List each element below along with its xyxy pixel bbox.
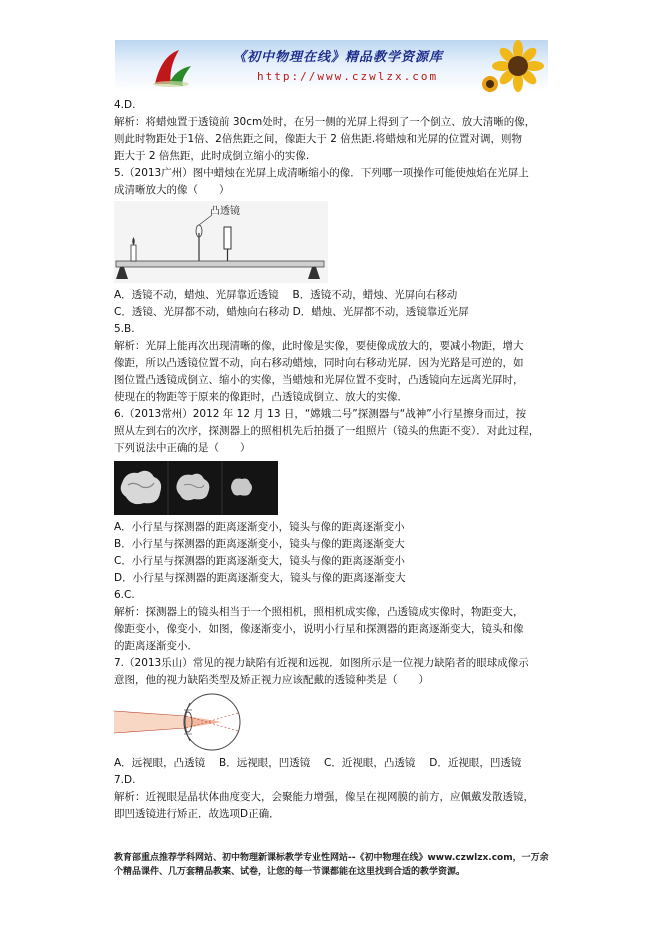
- question-6-option-b: B．小行星与探测器的距离逐渐变小，镜头与像的距离逐渐变大: [114, 538, 405, 550]
- banner-title: 《初中物理在线》精品教学资源库: [233, 50, 444, 65]
- asteroid-photos-drawing: [114, 461, 278, 515]
- document-body: [114, 97, 570, 823]
- explanation-6-line-1: 解析：探测器上的镜头相当于一个照相机，照相机成实像，凸透镜成实像时，物距变大，: [114, 606, 524, 618]
- question-6-option-d: D．小行星与探测器的距离逐渐变大，镜头与像的距离逐渐变大: [114, 572, 406, 584]
- footer-line-1: 教育部重点推荐学科网站、初中物理新课标教学专业性网站--《初中物理在线》www.czwlzx.com，一万余: [114, 853, 549, 863]
- explanation-4-line-1: 解析：将蜡烛置于透镜前 30cm处时，在另一侧的光屏上得到了一个倒立、放大清晰的像，: [114, 116, 536, 128]
- question-6-line-2: 照从左到右的次序，探测器上的照相机先后拍摄了一组照片（镜头的焦距不变）．对此过程，: [114, 425, 540, 437]
- explanation-6-line-3: 的距离逐渐变小．: [114, 640, 198, 652]
- question-5-line-1: 5.（2013广州）图中蜡烛在光屏上成清晰缩小的像．下列哪一项操作可能使烛焰在光屏上: [114, 167, 529, 179]
- asteroid-photos-figure: [114, 461, 278, 515]
- question-7-options: A．远视眼，凸透镜 B．远视眼，凹透镜 C．近视眼，凸透镜 D．近视眼，凹透镜: [114, 757, 522, 769]
- explanation-4-line-2: 则此时物距处于1倍、2倍焦距之间，像距大于 2 倍焦距.将蜡烛和光屏的位置对调，则物: [114, 133, 523, 145]
- answer-5: 5.B.: [114, 323, 135, 335]
- answer-6: 6.C.: [114, 589, 135, 601]
- banner-url[interactable]: http://www.czwlzx.com: [257, 70, 439, 83]
- explanation-7-line-1: 解析：近视眼是晶状体曲度变大，会聚能力增强，像呈在视网膜的前方，应佩戴发散透镜，: [114, 791, 534, 803]
- explanation-5-line-2: 像距，所以凸透镜位置不动，向右移动蜡烛，同时向右移动光屏．因为光路是可逆的，如: [114, 357, 524, 369]
- answer-7: 7.D.: [114, 774, 136, 786]
- footer-line-2: 个精品课件、几万套精品教案、试卷，让您的每一节课都能在这里找到合适的教学资源。: [114, 867, 466, 877]
- explanation-6-line-2: 像距变小，像变小．如图，像逐渐变小，说明小行星和探测器的距离逐渐变大，镜头和像: [114, 623, 524, 635]
- explanation-5-line-4: 使现在的物距等于原来的像距时，凸透镜成倒立、放大的实像．: [114, 391, 408, 403]
- question-7-line-2: 意图，他的视力缺陷类型及矫正视力应该配戴的透镜种类是（ ）: [114, 674, 429, 686]
- explanation-5-line-1: 解析：光屏上能再次出现清晰的像，此时像是实像，要使像成放大的，要减小物距，增大: [114, 340, 524, 352]
- header-banner: [115, 40, 548, 92]
- answer-4: 4.D.: [114, 99, 136, 111]
- question-6-option-c: C．小行星与探测器的距离逐渐变大，镜头与像的距离逐渐变小: [114, 555, 405, 567]
- explanation-7-line-2: 即凹透镜进行矫正．故选项D正确．: [114, 808, 280, 820]
- page-footer: [114, 851, 576, 879]
- explanation-5-line-3: 图位置凸透镜成倒立、缩小的实像，当蜡烛和光屏位置不变时，凸透镜向左远离光屏时，: [114, 374, 524, 386]
- optical-bench-drawing: [114, 201, 328, 283]
- optical-bench-figure: [114, 201, 328, 283]
- question-5-options-1: A．透镜不动，蜡烛、光屏靠近透镜 B．透镜不动，蜡烛、光屏向右移动: [114, 289, 458, 301]
- eye-diagram-drawing: [114, 693, 250, 751]
- lens-label: 凸透镜: [210, 206, 240, 217]
- question-7-line-1: 7.（2013乐山）常见的视力缺陷有近视和远视．如图所示是一位视力缺陷者的眼球成像示: [114, 657, 529, 669]
- explanation-4-line-3: 距大于 2 倍焦距，此时成倒立缩小的实像.: [114, 150, 310, 162]
- question-6-option-a: A．小行星与探测器的距离逐渐变小，镜头与像的距离逐渐变小: [114, 521, 405, 533]
- question-6-line-3: 下列说法中正确的是（ ）: [114, 442, 251, 454]
- site-logo: [149, 48, 193, 88]
- eye-diagram-figure: [114, 693, 250, 751]
- question-5-line-2: 成清晰放大的像（ ）: [114, 184, 230, 196]
- question-5-options-2: C．透镜、光屏都不动，蜡烛向右移动 D．蜡烛、光屏都不动，透镜靠近光屏: [114, 306, 469, 318]
- question-6-line-1: 6.（2013常州）2012 年 12 月 13 日，“嫦娥二号”探测器与“战神”小行星擦身而过，按: [114, 408, 527, 420]
- sunflower-image: [478, 40, 548, 92]
